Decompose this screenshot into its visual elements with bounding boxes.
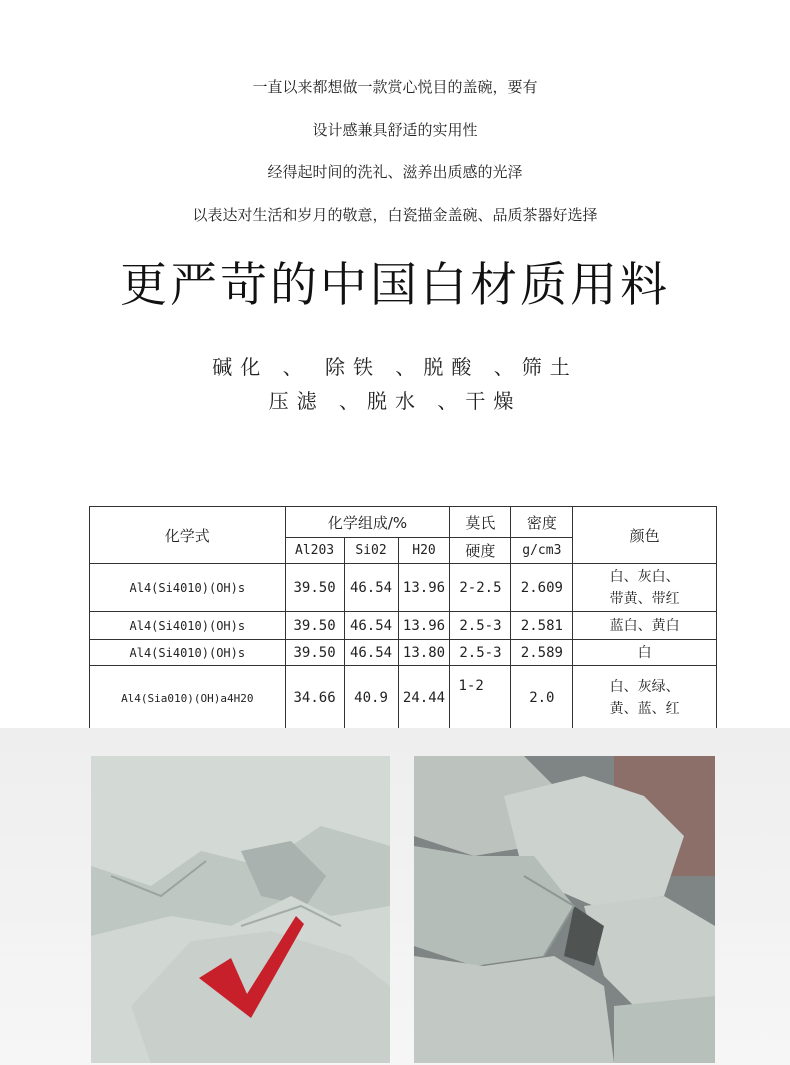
- cell-h2o: 13.96: [398, 564, 450, 612]
- color-line: 白、灰绿、: [609, 679, 680, 695]
- header-mohs-1: 莫氏: [450, 507, 511, 538]
- cell-al2o3: 34.66: [285, 666, 344, 731]
- cell-sio2: 46.54: [344, 640, 398, 666]
- process-line: 碱化 、 除铁 、脱酸 、筛土: [212, 355, 578, 379]
- cell-density: 2.589: [511, 640, 573, 666]
- process-steps: [0, 350, 790, 418]
- table-row: [90, 666, 717, 731]
- header-mohs-2: 硬度: [450, 538, 511, 564]
- header-color: 颜色: [573, 507, 717, 564]
- header-density-1: 密度: [511, 507, 573, 538]
- header-h2o: H20: [398, 538, 450, 564]
- cell-al2o3: 39.50: [285, 612, 344, 640]
- cell-sio2: 40.9: [344, 666, 398, 731]
- intro-line: 一直以来都想做一款赏心悦目的盖碗，要有: [252, 78, 538, 96]
- headline: 更严苛的中国白材质用料: [120, 258, 670, 313]
- cell-sio2: 46.54: [344, 612, 398, 640]
- cell-color: [573, 666, 717, 731]
- color-line: 带黄、带红: [609, 590, 680, 607]
- cell-formula: Al4(Sia010)(OH)a4H20: [90, 666, 286, 731]
- clay-photo-left: [91, 756, 390, 1063]
- cell-al2o3: 39.50: [285, 564, 344, 612]
- composition-table: [89, 506, 717, 731]
- table-row: [90, 640, 717, 666]
- cell-hardness: 1-2: [450, 666, 511, 731]
- cell-h2o: 24.44: [398, 666, 450, 731]
- header-density-2: g/cm3: [511, 538, 573, 564]
- cell-density: 2.609: [511, 564, 573, 612]
- intro-line: 设计感兼具舒适的实用性: [312, 120, 478, 139]
- table-row: [90, 612, 717, 640]
- cell-h2o: 13.80: [398, 640, 450, 666]
- cell-formula: Al4(Si4010)(OH)s: [90, 564, 286, 612]
- cell-hardness: 2.5-3: [450, 612, 511, 640]
- cell-color: [573, 564, 717, 612]
- cell-color: 白: [573, 640, 717, 666]
- intro-line: 以表达对生活和岁月的敬意，白瓷描金盖碗、品质茶器好选择: [192, 205, 598, 224]
- color-line: 白、灰白、: [609, 568, 680, 585]
- cell-density: 2.0: [511, 666, 573, 731]
- clay-photo-right: [414, 756, 715, 1063]
- cell-density: 2.581: [511, 612, 573, 640]
- cell-formula: Al4(Si4010)(OH)s: [90, 640, 286, 666]
- table-row: [90, 564, 717, 612]
- cell-hardness: 2.5-3: [450, 640, 511, 666]
- intro-text: [0, 66, 790, 236]
- header-sio2: Si02: [344, 538, 398, 564]
- cell-hardness: 2-2.5: [450, 564, 511, 612]
- header-formula: 化学式: [90, 507, 286, 564]
- cell-formula: Al4(Si4010)(OH)s: [90, 612, 286, 640]
- header-al2o3: Al203: [285, 538, 344, 564]
- cell-sio2: 46.54: [344, 564, 398, 612]
- cell-al2o3: 39.50: [285, 640, 344, 666]
- cell-h2o: 13.96: [398, 612, 450, 640]
- header-composition: 化学组成/%: [285, 507, 450, 538]
- process-line: 压滤 、脱水 、干燥: [268, 389, 522, 413]
- color-line: 黄、蓝、红: [609, 701, 680, 717]
- intro-line: 经得起时间的洗礼、滋养出质感的光泽: [267, 163, 523, 181]
- cell-color: 蓝白、黄白: [573, 612, 717, 640]
